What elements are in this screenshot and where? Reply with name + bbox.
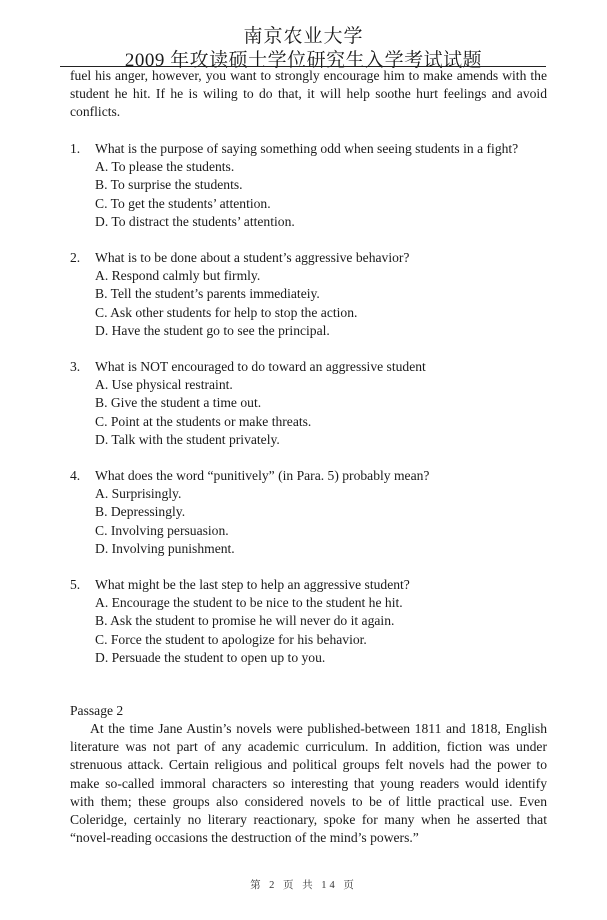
question-text: What is NOT encouraged to do toward an aggressive student [95,359,426,374]
option-c: C. Involving persuasion. [95,522,229,538]
question-number: 3. [70,359,81,374]
question-stem [70,249,540,267]
question-2 [70,249,540,340]
question-text: What might be the last step to help an aggressive student? [95,577,410,592]
option-a: A. Use physical restraint. [95,377,233,393]
question-number: 1. [70,141,81,156]
question-stem [70,358,540,376]
option-d: D. Persuade the student to open up to you. [95,649,326,665]
option-b: B. Depressingly. [95,504,186,520]
exam-title: 2009 年攻读硕士学位研究生入学考试试题 [124,50,483,71]
intro-text: fuel his anger, however, you want to strongly encourage him to make amends with the student he hit. If he is wiling to do that, it will help soothe hurt feelings and avoid conflicts. [70,68,547,119]
passage-2 [70,702,547,847]
option-d: D. To distract the students’ attention. [95,213,295,229]
question-text: What is to be done about a student’s aggressive behavior? [95,250,410,265]
question-5 [70,576,540,667]
option-c: C. To get the students’ attention. [95,195,271,211]
question-stem [70,467,540,485]
page-number: 第 2 页 共 14 页 [250,880,357,891]
option-a: A. Surprisingly. [95,486,182,502]
question-3 [70,358,540,449]
question-number: 2. [70,250,81,265]
option-b: B. Tell the student’s parents immediateiy. [95,286,320,302]
option-d: D. Involving punishment. [95,540,235,556]
question-number: 5. [70,577,81,592]
option-d: D. Have the student go to see the principal. [95,322,330,338]
question-stem [70,576,540,594]
option-b: B. Give the student a time out. [95,395,262,411]
passage-title: Passage 2 [70,703,124,718]
question-stem [70,140,540,158]
question-4 [70,467,540,558]
option-a: A. Encourage the student to be nice to the student he hit. [95,595,403,611]
option-d: D. Talk with the student privately. [95,431,280,447]
intro-paragraph [70,67,547,121]
question-text: What does the word “punitively” (in Para. 5) probably mean? [95,468,430,483]
option-a: A. To please the students. [95,159,235,175]
option-c: C. Ask other students for help to stop the action. [95,304,358,320]
passage-body: At the time Jane Austin’s novels were published-between 1811 and 1818, English literature was not part of any academic curriculum. In addition, fiction was under strenuous attack. Certain religious and political groups felt novels had the power to make so-called immoral characters so interesting that young readers would identify with them; these groups also considered novels to be of little practical use. Even Coleridge, certainly no literary reactionary, spoke for many when he asserted that “novel-reading occasions the destruction of the mind’s powers.” [70,721,547,846]
question-text: What is the purpose of saying something odd when seeing students in a fight? [95,141,519,156]
university-name: 南京农业大学 [243,26,364,47]
question-1 [70,140,540,231]
question-number: 4. [70,468,81,483]
option-a: A. Respond calmly but firmly. [95,268,261,284]
option-b: B. Ask the student to promise he will never do it again. [95,613,395,629]
option-b: B. To surprise the students. [95,177,243,193]
option-c: C. Point at the students or make threats. [95,413,312,429]
option-c: C. Force the student to apologize for his behavior. [95,631,367,647]
